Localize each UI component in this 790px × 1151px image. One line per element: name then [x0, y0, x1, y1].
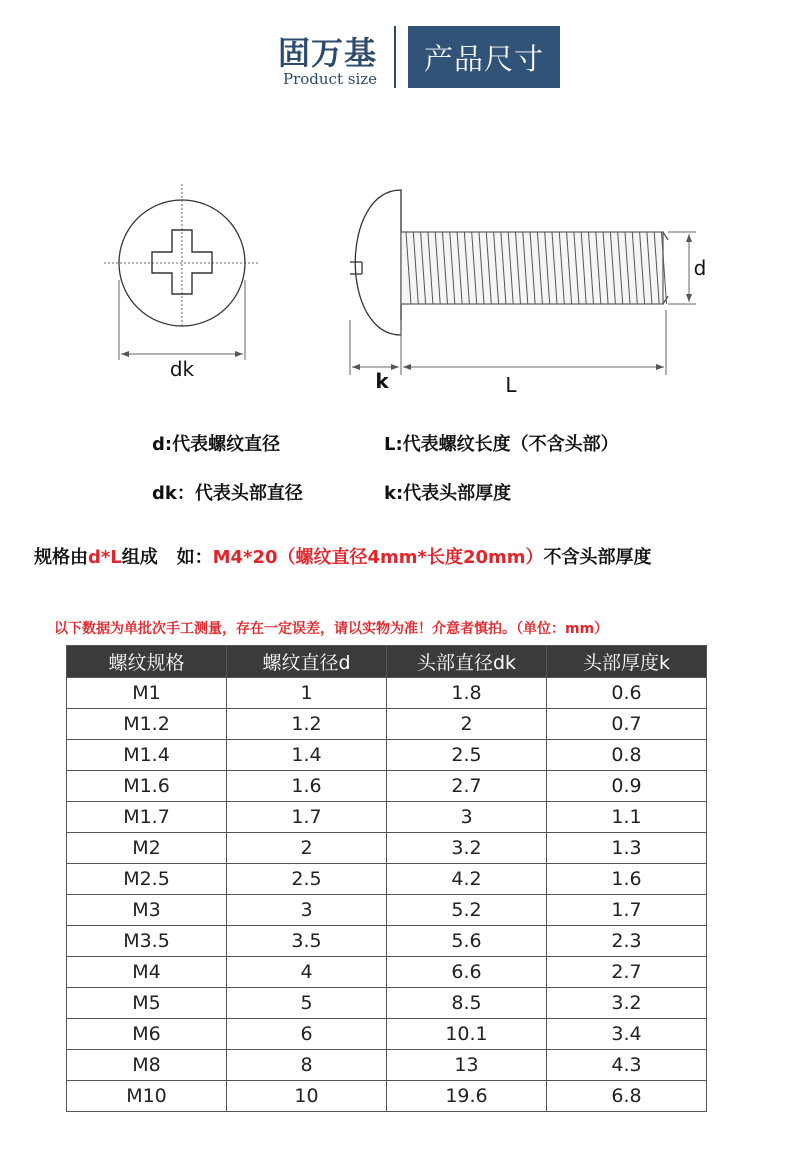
table-cell: 2.7: [547, 957, 707, 988]
table-cell: 5.6: [387, 926, 547, 957]
table-cell: M1.4: [67, 740, 227, 771]
table-cell: 10.1: [387, 1019, 547, 1050]
table-cell: 2.5: [227, 864, 387, 895]
table-row: [67, 1019, 707, 1050]
table-cell: 1.2: [227, 709, 387, 740]
L-dim-label: L: [505, 373, 517, 397]
table-cell: 1.7: [547, 895, 707, 926]
table-cell: 3.2: [387, 833, 547, 864]
table-cell: 6.6: [387, 957, 547, 988]
screw-side-view: [350, 190, 696, 375]
table-cell: 1.3: [547, 833, 707, 864]
table-cell: 1.6: [227, 771, 387, 802]
legend-k: k:代表头部厚度: [384, 483, 512, 504]
table-row: [67, 740, 707, 771]
table-cell: 6: [227, 1019, 387, 1050]
table-cell: 1.4: [227, 740, 387, 771]
table-cell: 4.3: [547, 1050, 707, 1081]
table-cell: M2: [67, 833, 227, 864]
table-row: [67, 1050, 707, 1081]
table-cell: 0.6: [547, 678, 707, 709]
table-cell: 3: [387, 802, 547, 833]
spec-mid: 组成 如：: [121, 547, 213, 568]
table-cell: 2.5: [387, 740, 547, 771]
spec-suffix: 不含头部厚度: [543, 547, 652, 568]
spec-prefix: 规格由: [34, 547, 88, 568]
table-row: [67, 895, 707, 926]
table-row: [67, 709, 707, 740]
table-row: [67, 864, 707, 895]
table-cell: 8: [227, 1050, 387, 1081]
table-cell: 3.2: [547, 988, 707, 1019]
screw-head-top-view: [104, 184, 260, 360]
table-cell: M6: [67, 1019, 227, 1050]
table-cell: 8.5: [387, 988, 547, 1019]
dk-dim-label: dk: [169, 357, 195, 381]
brand-subtitle: Product size: [283, 70, 378, 88]
table-cell: 5.2: [387, 895, 547, 926]
table-cell: 0.7: [547, 709, 707, 740]
measurement-notice: 以下数据为单批次手工测量，存在一定误差，请以实物为准！介意者慎拍。（单位：mm）: [54, 621, 609, 637]
table-row: [67, 957, 707, 988]
table-cell: 5: [227, 988, 387, 1019]
table-cell: 0.8: [547, 740, 707, 771]
table-row: [67, 833, 707, 864]
table-cell: M3.5: [67, 926, 227, 957]
table-cell: 1.8: [387, 678, 547, 709]
table-cell: 13: [387, 1050, 547, 1081]
table-cell: 2.3: [547, 926, 707, 957]
table-header-cell: 头部厚度k: [547, 646, 707, 678]
table-cell: M2.5: [67, 864, 227, 895]
table-cell: 4: [227, 957, 387, 988]
legend-d: d:代表螺纹直径: [152, 434, 281, 455]
table-cell: M5: [67, 988, 227, 1019]
table-cell: 1.1: [547, 802, 707, 833]
header-divider: [394, 26, 396, 88]
table-cell: 6.8: [547, 1081, 707, 1112]
table-cell: M1.7: [67, 802, 227, 833]
table-cell: M4: [67, 957, 227, 988]
table-cell: 2: [227, 833, 387, 864]
table-cell: M1: [67, 678, 227, 709]
legend-dk: dk：代表头部直径: [152, 483, 303, 504]
size-table: [66, 645, 707, 1112]
table-header-row: [67, 646, 707, 678]
table-cell: M1.6: [67, 771, 227, 802]
table-row: [67, 802, 707, 833]
table-cell: 10: [227, 1081, 387, 1112]
table-cell: 1: [227, 678, 387, 709]
table-header-cell: 螺纹规格: [67, 646, 227, 678]
spec-example: M4*20（螺纹直径4mm*长度20mm）: [212, 547, 544, 568]
table-row: [67, 988, 707, 1019]
table-cell: 4.2: [387, 864, 547, 895]
table-cell: 1.7: [227, 802, 387, 833]
table-cell: M3: [67, 895, 227, 926]
table-row: [67, 678, 707, 709]
table-cell: M8: [67, 1050, 227, 1081]
legend-L: L:代表螺纹长度（不含头部）: [384, 434, 619, 455]
page-header: [0, 24, 790, 94]
table-header-cell: 头部直径dk: [387, 646, 547, 678]
table-header-cell: 螺纹直径d: [227, 646, 387, 678]
table-row: [67, 926, 707, 957]
spec-formula: d*L: [88, 547, 122, 568]
table-cell: 2: [387, 709, 547, 740]
table-cell: 3.5: [227, 926, 387, 957]
spec-description: [34, 543, 652, 569]
d-dim-label: d: [693, 256, 707, 280]
brand-logo-text: 固万基: [278, 34, 378, 72]
k-dim-label: k: [375, 369, 389, 393]
section-title: 产品尺寸: [408, 26, 560, 88]
table-cell: 3: [227, 895, 387, 926]
table-cell: 1.6: [547, 864, 707, 895]
table-cell: 2.7: [387, 771, 547, 802]
table-cell: M1.2: [67, 709, 227, 740]
screw-diagram: [0, 170, 790, 400]
table-cell: 0.9: [547, 771, 707, 802]
table-cell: 3.4: [547, 1019, 707, 1050]
table-row: [67, 771, 707, 802]
table-cell: M10: [67, 1081, 227, 1112]
table-row: [67, 1081, 707, 1112]
table-cell: 19.6: [387, 1081, 547, 1112]
